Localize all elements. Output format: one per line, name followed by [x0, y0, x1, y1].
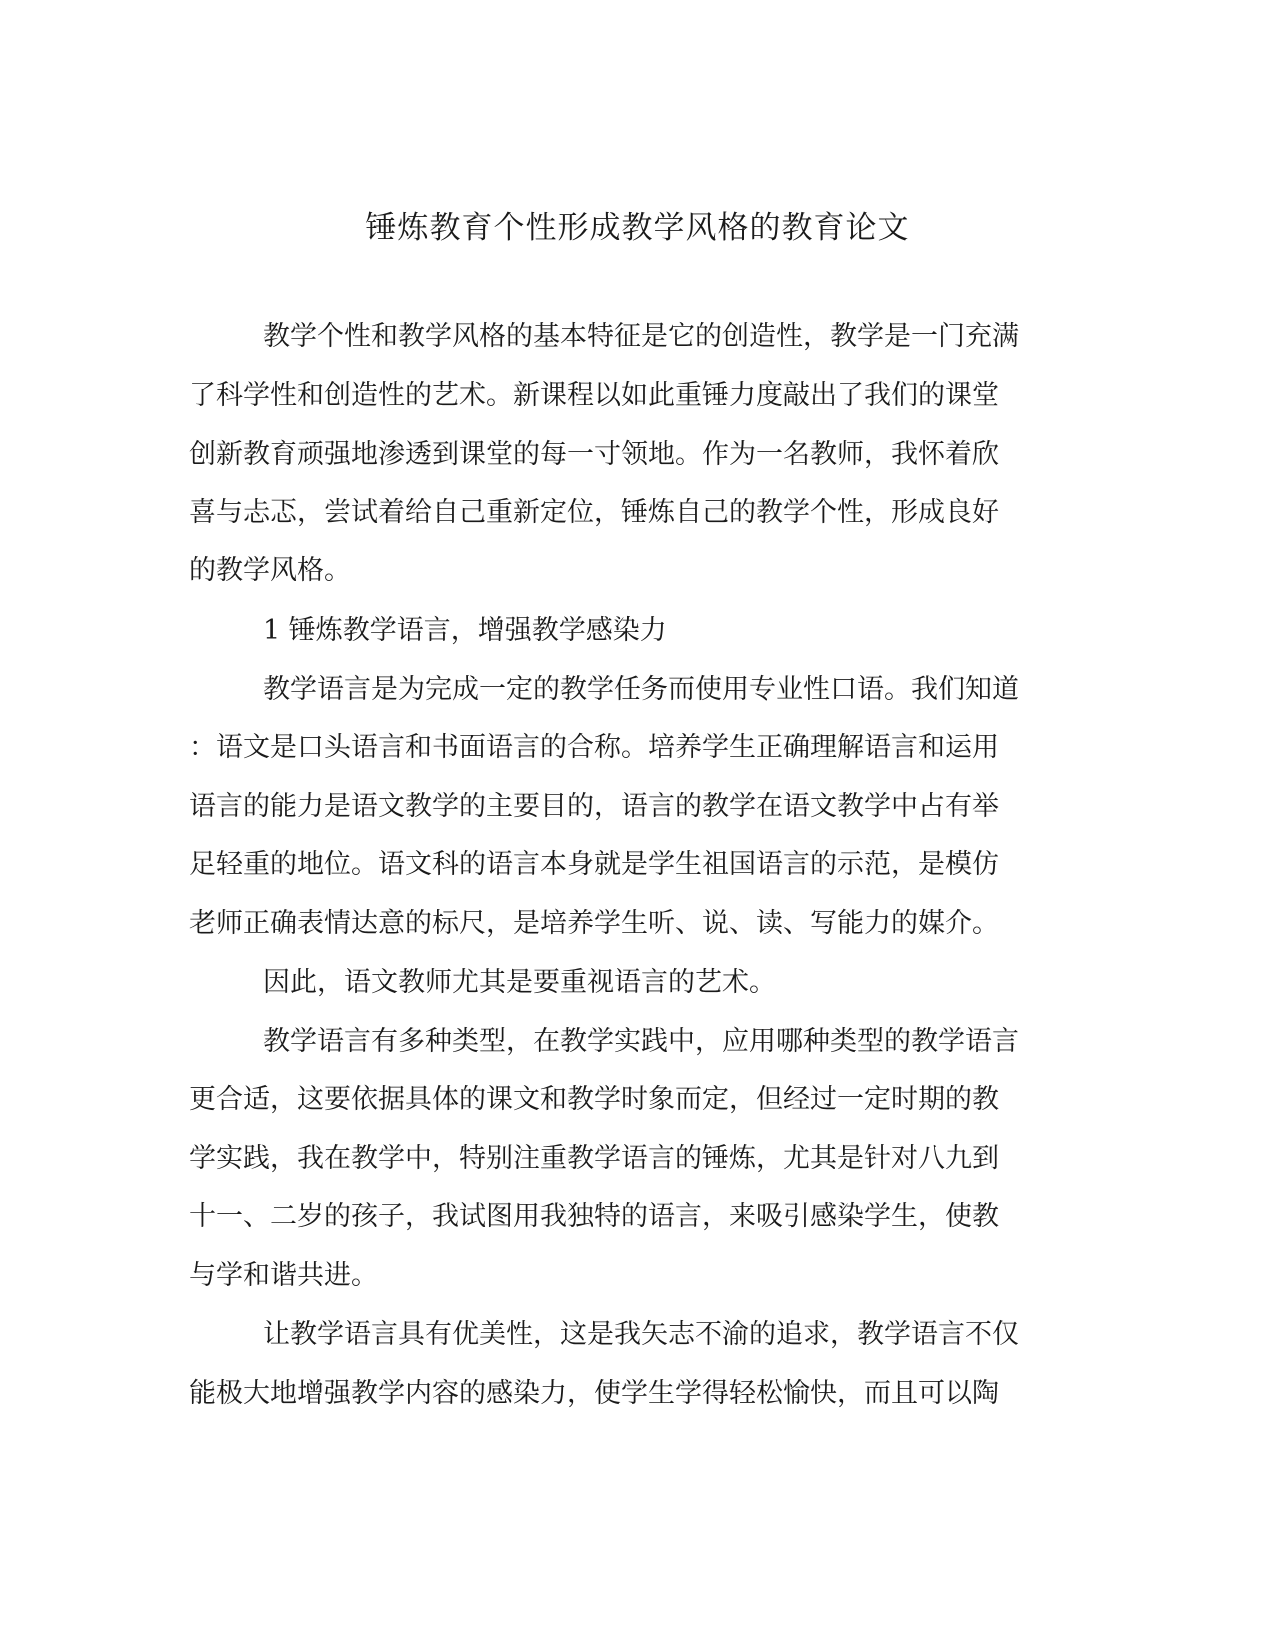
text-line: 学实践，我在教学中，特别注重教学语言的锤炼，尤其是针对八九到 — [189, 1143, 999, 1174]
text-line: 教学个性和教学风格的基本特征是它的创造性，教学是一门充满 — [263, 321, 1019, 352]
text-line: 让教学语言具有优美性，这是我矢志不渝的追求，教学语言不仅 — [263, 1319, 1019, 1350]
text-line: 老师正确表情达意的标尺，是培养学生听、说、读、写能力的媒介。 — [189, 908, 999, 939]
text-line: 与学和谐共进。 — [189, 1260, 378, 1291]
section-heading: 1 锤炼教学语言，增强教学感染力 — [263, 615, 667, 646]
text-line: 足轻重的地位。语文科的语言本身就是学生祖国语言的示范，是模仿 — [189, 849, 999, 880]
text-line: 语言的能力是语文教学的主要目的，语言的教学在语文教学中占有举 — [189, 791, 999, 822]
text-line: ：语文是口头语言和书面语言的合称。培养学生正确理解语言和运用 — [189, 732, 999, 763]
text-line: 的教学风格。 — [189, 555, 351, 586]
text-line: 了科学性和创造性的艺术。新课程以如此重锤力度敲出了我们的课堂 — [189, 380, 999, 411]
text-line: 能极大地增强教学内容的感染力，使学生学得轻松愉快，而且可以陶 — [189, 1378, 999, 1409]
text-line: 因此，语文教师尤其是要重视语言的艺术。 — [263, 967, 776, 998]
text-line: 教学语言是为完成一定的教学任务而使用专业性口语。我们知道 — [263, 674, 1019, 705]
text-line: 教学语言有多种类型，在教学实践中，应用哪种类型的教学语言 — [263, 1026, 1019, 1057]
document-title: 锤炼教育个性形成教学风格的教育论文 — [365, 210, 910, 246]
text-line: 喜与忐忑，尝试着给自己重新定位，锤炼自己的教学个性，形成良好 — [189, 497, 999, 528]
text-line: 更合适，这要依据具体的课文和教学时象而定，但经过一定时期的教 — [189, 1084, 999, 1115]
text-line: 创新教育顽强地渗透到课堂的每一寸领地。作为一名教师，我怀着欣 — [189, 439, 999, 470]
text-line: 十一、二岁的孩子，我试图用我独特的语言，来吸引感染学生，使教 — [189, 1201, 999, 1232]
